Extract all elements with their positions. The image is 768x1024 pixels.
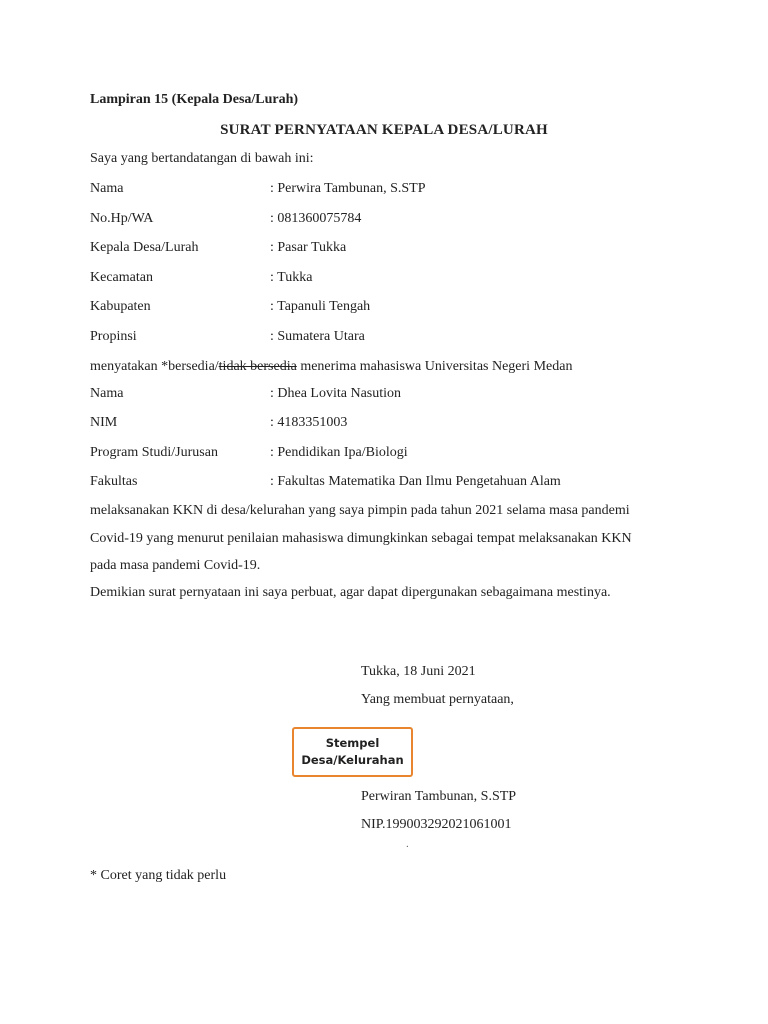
body-line-2: Covid-19 yang menurut penilaian mahasiswa dimungkinkan sebagai tempat melaksanakan KKN bbox=[90, 531, 632, 546]
official-district-value: : Tukka bbox=[270, 270, 313, 285]
body-line-3: pada masa pandemi Covid-19. bbox=[90, 558, 261, 573]
official-phone-value: : 081360075784 bbox=[270, 211, 362, 226]
student-name-value: : Dhea Lovita Nasution bbox=[270, 386, 402, 401]
statement-line bbox=[90, 359, 572, 375]
stray-dot: . bbox=[406, 838, 409, 850]
place-date: Tukka, 18 Juni 2021 bbox=[361, 664, 476, 679]
signature-maker-label: Yang membuat pernyataan, bbox=[361, 692, 514, 707]
official-province-value: : Sumatera Utara bbox=[270, 329, 365, 344]
statement-suffix: menerima mahasiswa Universitas Negeri Medan bbox=[296, 359, 573, 374]
stamp-label-line-2: Desa/Kelurahan bbox=[301, 753, 404, 767]
student-program-label: Program Studi/Jurusan bbox=[90, 445, 218, 460]
signer-nip: NIP.199003292021061001 bbox=[361, 817, 512, 832]
document-title: SURAT PERNYATAAN KEPALA DESA/LURAH bbox=[220, 122, 548, 138]
signer-name: Perwiran Tambunan, S.STP bbox=[361, 789, 517, 804]
official-village-value: : Pasar Tukka bbox=[270, 240, 347, 255]
official-phone-label: No.Hp/WA bbox=[90, 211, 154, 226]
student-name-label: Nama bbox=[90, 386, 124, 401]
stamp-label-line-1: Stempel bbox=[325, 736, 380, 750]
official-regency-label: Kabupaten bbox=[90, 299, 151, 314]
official-name-value: : Perwira Tambunan, S.STP bbox=[270, 181, 426, 196]
student-nim-label: NIM bbox=[90, 415, 118, 430]
student-nim-value: : 4183351003 bbox=[270, 415, 348, 430]
statement-struck-option: tidak bersedia bbox=[218, 359, 297, 374]
official-name-label: Nama bbox=[90, 181, 124, 196]
student-program-value: : Pendidikan Ipa/Biologi bbox=[270, 445, 408, 460]
stamp-placeholder-box bbox=[292, 727, 413, 777]
closing-line: Demikian surat pernyataan ini saya perbuat, agar dapat dipergunakan sebagaimana mestinya. bbox=[90, 585, 611, 600]
official-province-label: Propinsi bbox=[90, 329, 137, 344]
official-regency-value: : Tapanuli Tengah bbox=[270, 299, 371, 314]
student-faculty-value: : Fakultas Matematika Dan Ilmu Pengetahuan Alam bbox=[270, 474, 561, 489]
student-faculty-label: Fakultas bbox=[90, 474, 138, 489]
intro-text: Saya yang bertandatangan di bawah ini: bbox=[90, 151, 314, 166]
footnote: * Coret yang tidak perlu bbox=[90, 868, 227, 883]
statement-prefix: menyatakan *bersedia/ bbox=[90, 359, 219, 374]
body-line-1: melaksanakan KKN di desa/kelurahan yang saya pimpin pada tahun 2021 selama masa pandemi bbox=[90, 503, 630, 518]
official-village-label: Kepala Desa/Lurah bbox=[90, 240, 199, 255]
attachment-label: Lampiran 15 (Kepala Desa/Lurah) bbox=[90, 92, 299, 107]
official-district-label: Kecamatan bbox=[90, 270, 153, 285]
